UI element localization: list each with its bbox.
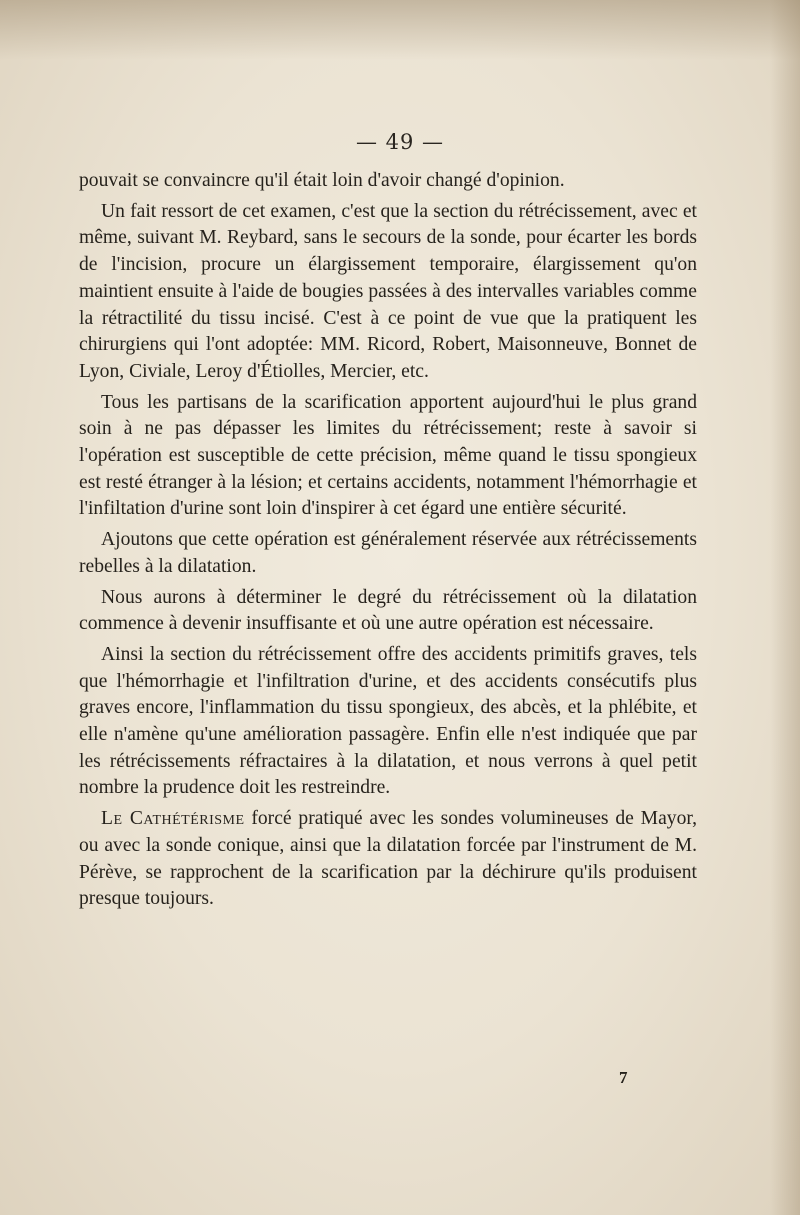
paragraph-ajoutons: Ajoutons que cette opération est généralement réservée aux rétrécissements rebelles à la dilatation. bbox=[79, 529, 697, 577]
section-heading-catheterisme: Le Cathétérisme bbox=[101, 808, 245, 830]
signature-mark: 7 bbox=[619, 1068, 628, 1087]
paragraph-catheterisme-text: forcé pratiqué avec les sondes volumineuses de Mayor, ou avec la sonde conique, ainsi que la dilatation forcée par l'instrument de M. Pérève, se rapprochent de la scarification par la déchirure qu'ils produisent presque toujours. bbox=[79, 808, 697, 910]
paragraph-ainsi: Ainsi la section du rétrécissement offre des accidents primitifs graves, tels que l'hémorrhagie et l'infiltration d'urine, et des accidents consécutifs plus graves encore, l'inflammation du tissu spongieux, des abcès, et la phlébite, et elle n'amène qu'une amélioration passagère. Enfin elle n'est indiquée que par les rétrécissements réfractaires à la dilatation, et nous verrons à quel petit nombre la prudence doit les restreindre. bbox=[79, 643, 697, 799]
paragraph-catheterisme bbox=[79, 806, 697, 913]
paragraph-nous-aurons: Nous aurons à déterminer le degré du rétrécissement où la dilatation commence à devenir insuffisante et où une autre opération est nécessaire. bbox=[79, 586, 697, 635]
page-top-shadow bbox=[0, 0, 800, 60]
page-number: — 49 — bbox=[355, 130, 445, 154]
body-text bbox=[79, 168, 697, 913]
paragraph-examen: Un fait ressort de cet examen, c'est que la section du rétrécissement, avec et même, suivant M. Reybard, sans le secours de la sonde, pour écarter les bords de l'incision, procure un élargissement temporaire, élargissement qu'on maintient ensuite à l'aide de bougies passées à des intervalles variables comme la rétractilité du tissu incisé. C'est à ce point de vue que la pratiquent les chirurgiens qui l'ont adoptée: MM. Ricord, Robert, Maisonneuve, Bonnet de Lyon, Civiale, Leroy d'Étiolles, Mercier, etc. bbox=[79, 200, 697, 382]
page-edge-shadow bbox=[770, 0, 800, 1215]
paragraph-partisans: Tous les partisans de la scarification apportent aujourd'hui le plus grand soin à ne pas dépasser les limites du rétrécissement; reste à savoir si l'opération est susceptible de cette précision, même quand le tissu spongieux est resté étranger à la lésion; et certains accidents, notamment l'hémorrhagie et l'infiltation d'urine sont loin d'inspirer à cet égard une entière sécurité. bbox=[79, 391, 697, 520]
paragraph-continuation: pouvait se convaincre qu'il était loin d'avoir changé d'opinion. bbox=[79, 170, 565, 191]
